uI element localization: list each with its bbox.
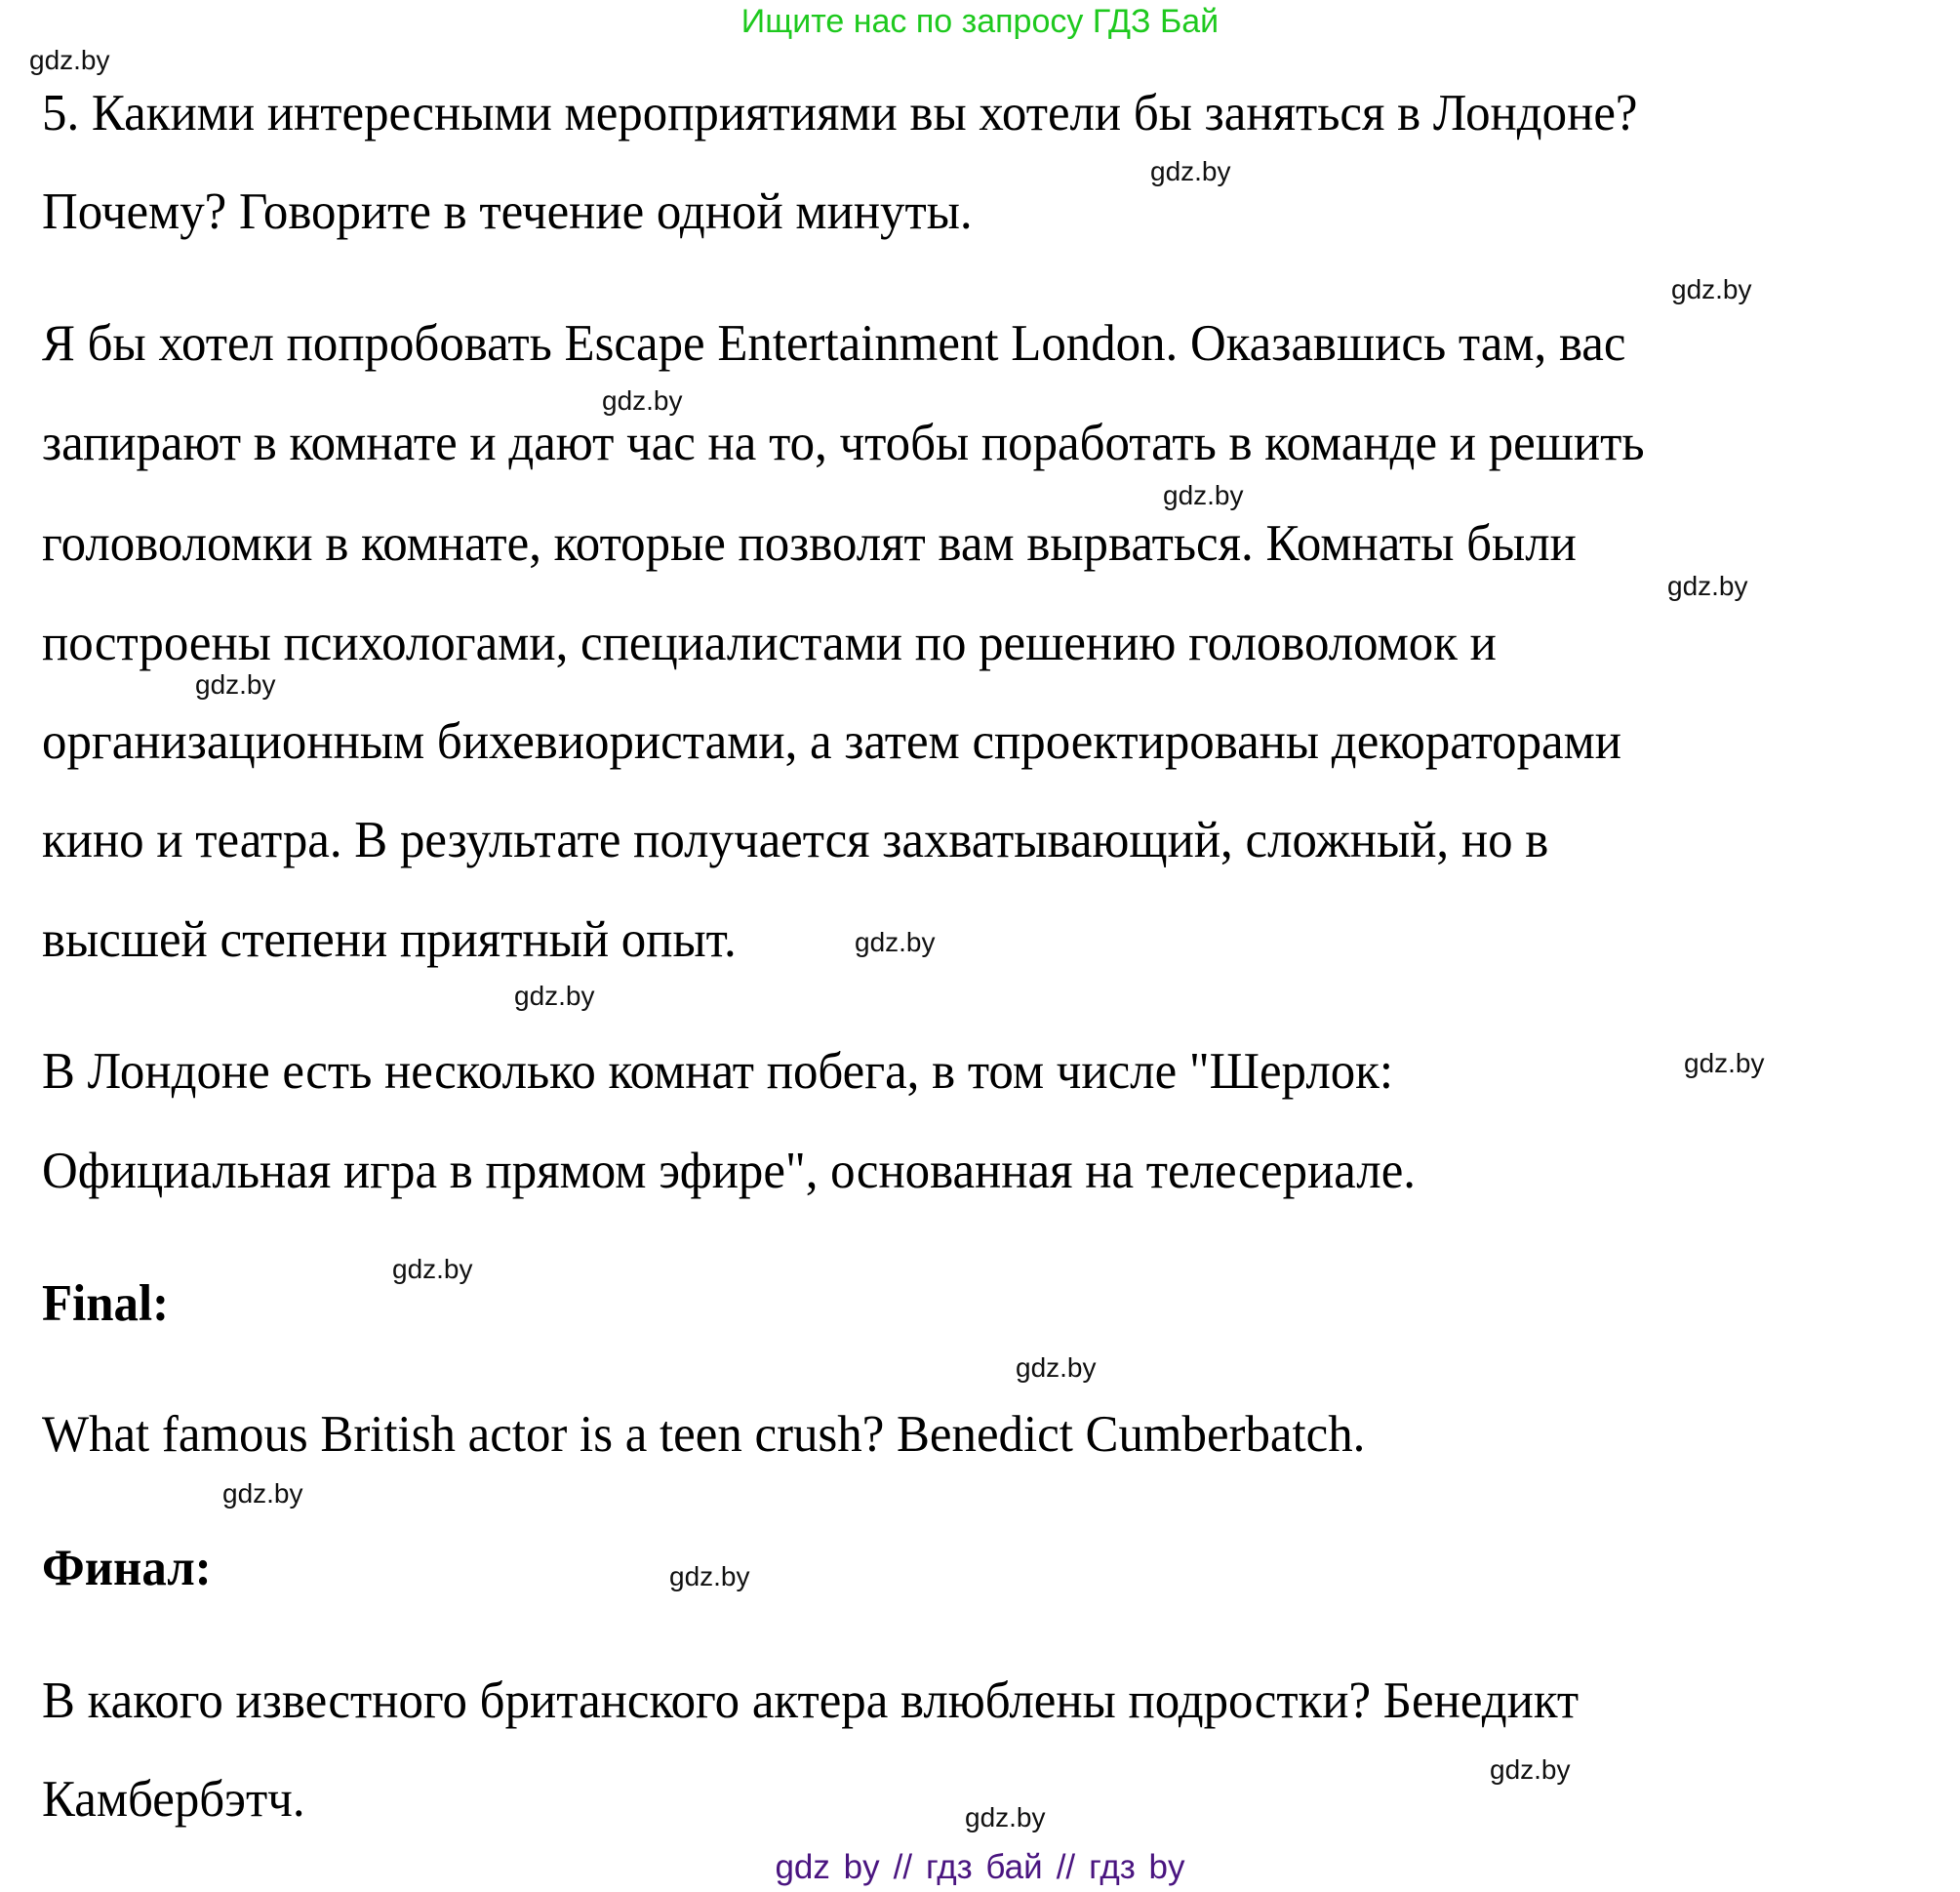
final-text-ru-line-2: Камбербэтч. [42,1771,305,1828]
watermark: gdz.by [1490,1754,1571,1785]
watermark: gdz.by [1016,1352,1097,1383]
answer-p1-line-7: высшей степени приятный опыт. [42,911,737,968]
answer-p1-line-4: построены психологами, специалистами по решению головоломок и [42,615,1497,671]
final-heading-ru: Финал: [42,1540,212,1596]
watermark: gdz.by [1667,571,1748,601]
watermark: gdz.by [669,1561,750,1591]
final-text-en: What famous British actor is a teen crush? Benedict Cumberbatch. [42,1406,1366,1463]
watermark: gdz.by [1671,274,1752,304]
answer-p1-line-1: Я бы хотел попробовать Escape Entertainment London. Оказавшись там, вас [42,315,1626,372]
answer-p1-line-3: головоломки в комнате, которые позволят вам вырваться. Комнаты были [42,515,1577,572]
watermark: gdz.by [855,927,936,957]
answer-p1-line-2: запирают в комнате и дают час на то, чтобы поработать в команде и решить [42,415,1645,471]
answer-p1-line-5: организационным бихевиористами, а затем спроектированы декораторами [42,713,1622,770]
answer-p1-line-6: кино и театра. В результате получается захватывающий, сложный, но в [42,812,1549,868]
footer-link-gdz-by-cyr[interactable]: гдз by [1089,1848,1185,1886]
footer-link-gdz-by[interactable]: gdz by [775,1848,880,1886]
watermark: gdz.by [514,981,595,1011]
watermark: gdz.by [29,45,110,75]
watermark: gdz.by [222,1478,303,1509]
footer-links [0,1848,1960,1887]
watermark: gdz.by [965,1802,1046,1832]
watermark: gdz.by [1684,1048,1765,1078]
search-promo-banner[interactable]: Ищите нас по запросу ГДЗ Бай [740,3,1220,40]
question-line-1: 5. Какими интересными мероприятиями вы хотели бы заняться в Лондоне? [42,85,1638,141]
watermark: gdz.by [1163,480,1244,510]
final-text-ru-line-1: В какого известного британского актера влюблены подростки? Бенедикт [42,1672,1580,1729]
watermark: gdz.by [1150,156,1231,186]
question-line-2: Почему? Говорите в течение одной минуты. [42,183,973,240]
answer-p2-line-1: В Лондоне есть несколько комнат побега, в том числе "Шерлок: [42,1043,1394,1100]
watermark: gdz.by [195,669,276,700]
footer-separator: // [1056,1848,1076,1886]
final-heading-en: Final: [42,1275,170,1332]
footer-separator: // [893,1848,913,1886]
watermark: gdz.by [392,1254,473,1284]
watermark: gdz.by [602,385,683,416]
footer-link-gdz-bai[interactable]: гдз бай [926,1848,1043,1886]
answer-p2-line-2: Официальная игра в прямом эфире", основанная на телесериале. [42,1143,1417,1199]
